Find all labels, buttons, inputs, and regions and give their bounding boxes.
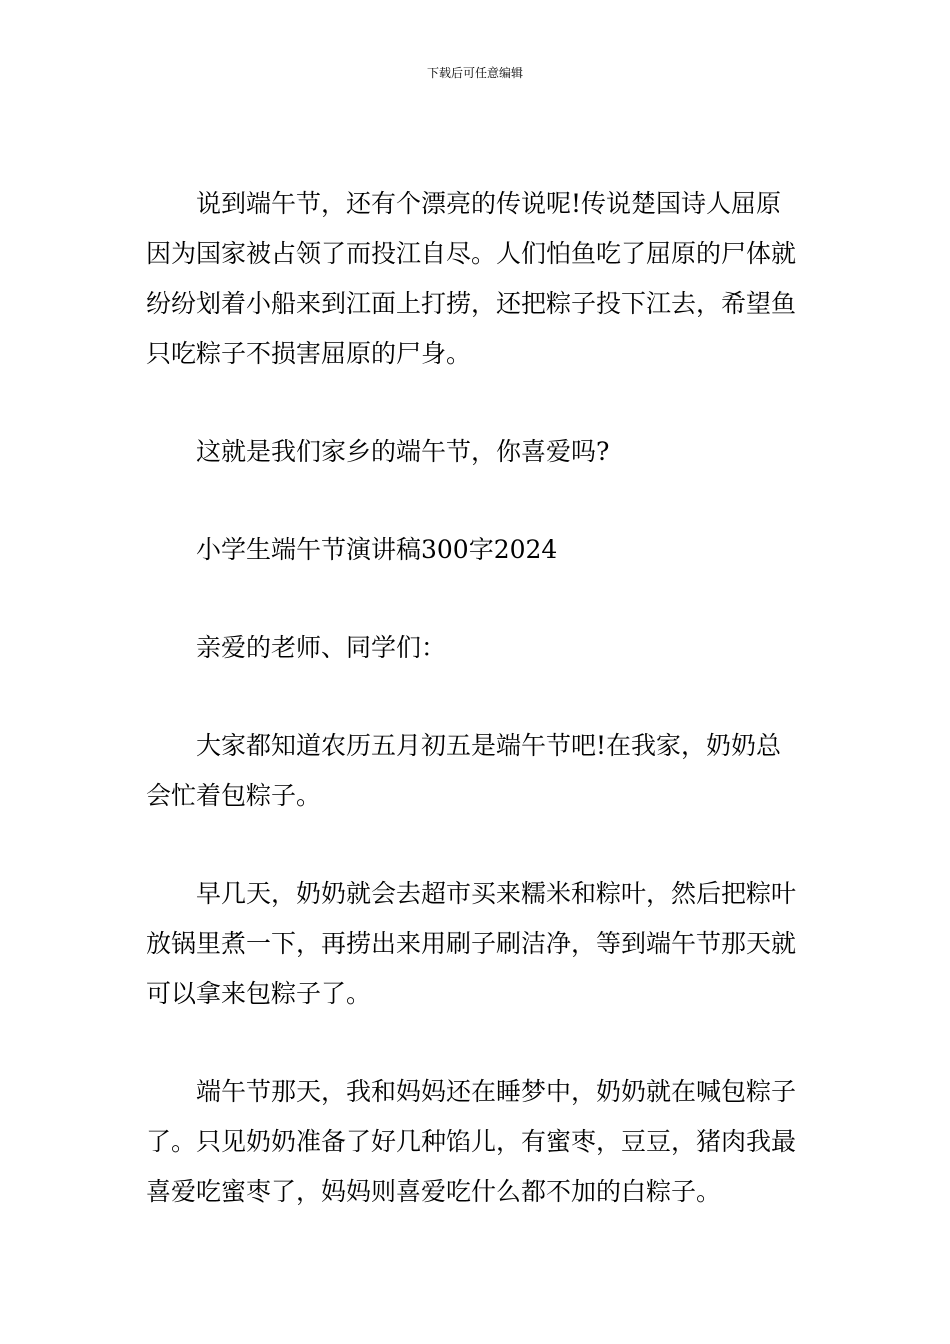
- page-header: 下载后可任意编辑: [426, 66, 523, 80]
- paragraph-festival-day: 端午节那天，我和妈妈还在睡梦中，奶奶就在喊包粽子了。只见奶奶准备了好几种馅儿，有蜜枣，豆豆，猪肉我最喜爱吃蜜枣了，妈妈则喜爱吃什么都不加的白粽子。: [146, 1077, 797, 1206]
- paragraph-intro: 大家都知道农历五月初五是端午节吧!在我家，奶奶总会忙着包粽子。: [146, 731, 782, 810]
- paragraph-preparation: 早几天，奶奶就会去超市买来糯米和粽叶，然后把粽叶放锅里煮一下，再捞出来用刷子刷洁净，等到端午节那天就可以拿来包粽子了。: [146, 879, 797, 1008]
- paragraph-closing-question: 这就是我们家乡的端午节，你喜爱吗?: [196, 437, 610, 466]
- speech-greeting: 亲爱的老师、同学们：: [196, 633, 447, 662]
- speech-title: 小学生端午节演讲稿300字2024: [196, 535, 558, 564]
- document-body: [146, 179, 806, 1217]
- paragraph-legend: 说到端午节，还有个漂亮的传说呢!传说楚国诗人屈原因为国家被占领了而投江自尽。人们怕鱼吃了屈原的尸体就纷纷划着小船来到江面上打捞，还把粽子投下江去，希望鱼只吃粽子不损害屈原的尸身。: [146, 189, 797, 368]
